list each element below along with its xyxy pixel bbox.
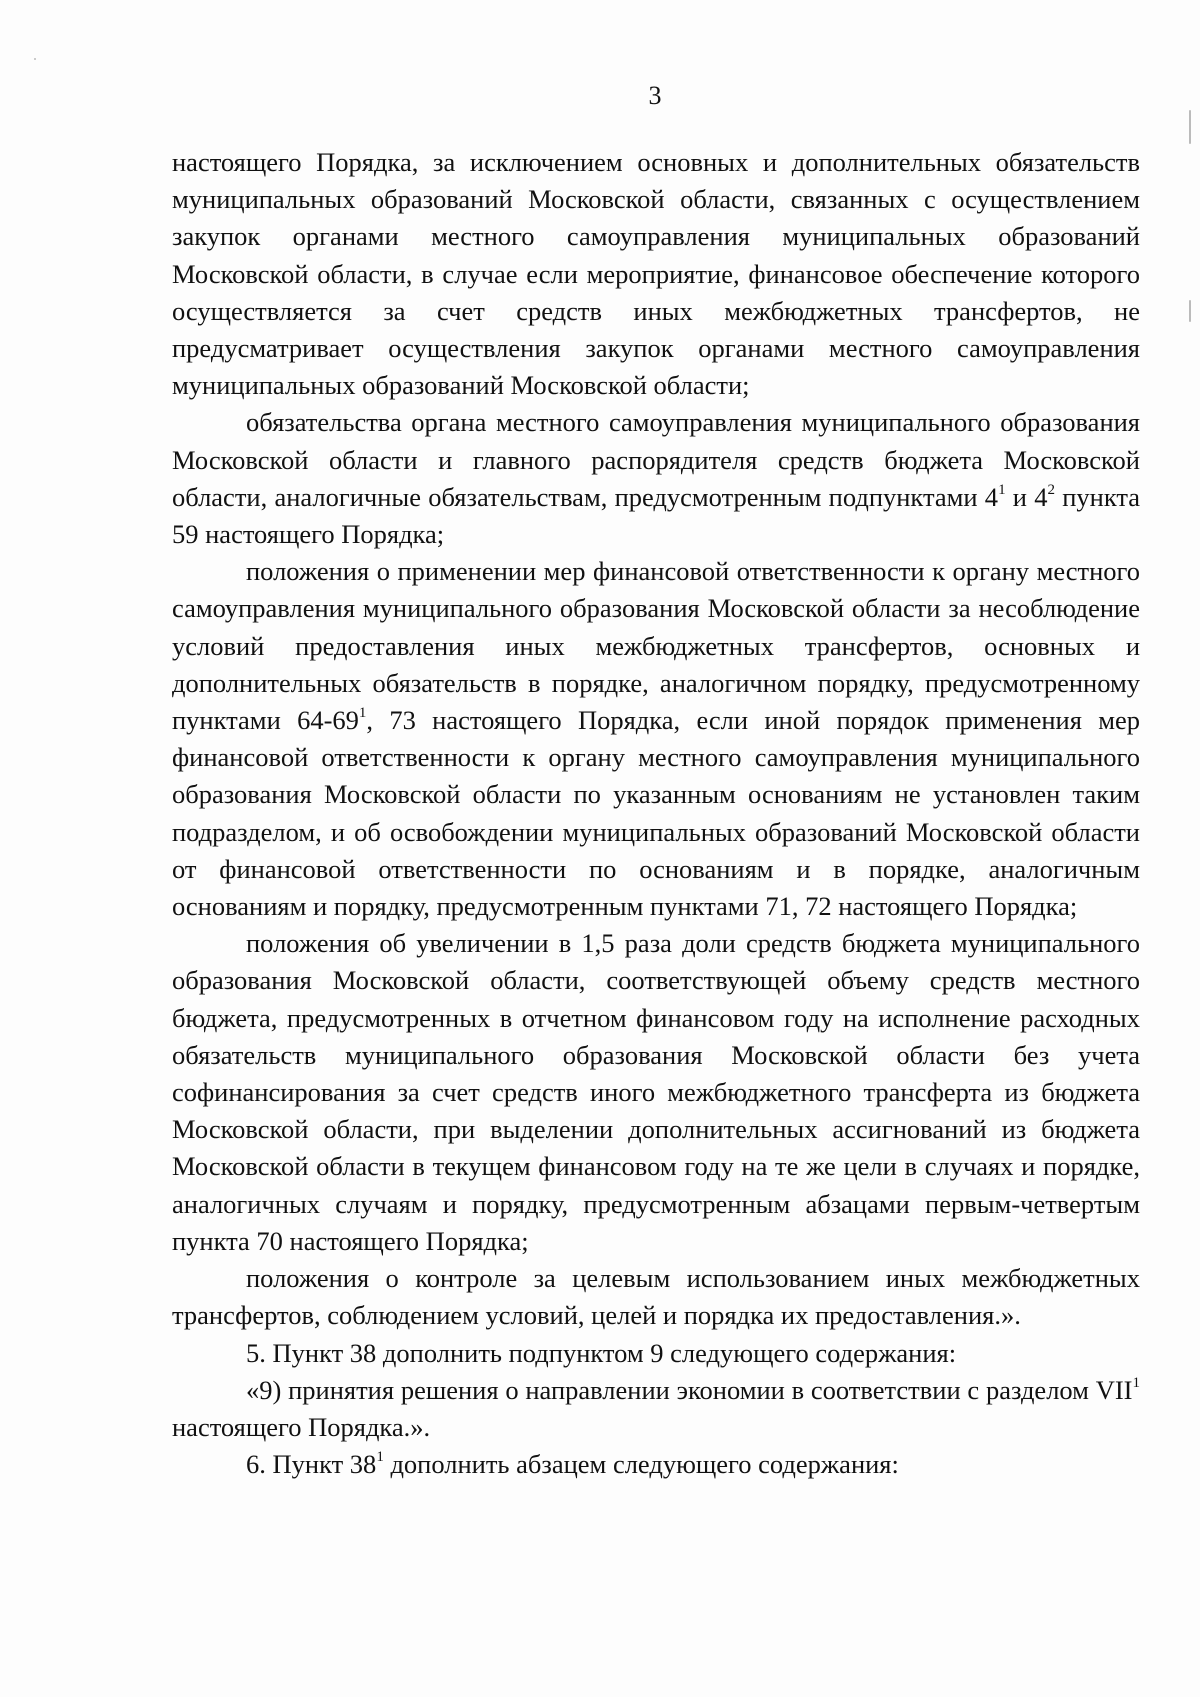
superscript: 1: [1132, 1374, 1140, 1391]
paragraph-text: настоящего Порядка.».: [172, 1411, 431, 1442]
paragraph-item-6: [172, 1446, 1140, 1483]
scan-mark: [1189, 300, 1191, 322]
superscript: 1: [376, 1449, 384, 1466]
paragraph-text: пункта 59 настоящего Порядка;: [172, 481, 1141, 550]
paragraph-text: «9) принятия решения о направлении экономии в соответствии с разделом VII: [246, 1374, 1133, 1405]
paragraph-subitem-9: [172, 1372, 1140, 1446]
scan-mark: [34, 58, 36, 60]
paragraph-control: положения о контроле за целевым использованием иных межбюджетных трансфертов, соблюдением условий, целей и порядка их предоставления.».: [172, 1263, 1140, 1331]
paragraph-text: обязательства органа местного самоуправления муниципального образования Московской области и главного распорядителя средств бюджета Московской области, аналогичные обязательствам, предусмотренным подпунктами 4: [172, 407, 1140, 512]
scan-mark: [1189, 110, 1191, 144]
page-number: 3: [648, 81, 662, 110]
paragraph-financial-responsibility: [172, 553, 1140, 925]
superscript: 2: [1047, 482, 1055, 498]
paragraph-text: , 73 настоящего Порядка, если иной порядок применения мер финансовой ответственности к органу местного самоуправления муниципального образования Московской области по указанным основаниям не установлен таким подразделом, и об освобождении муниципальных образований Московской области от финансовой ответственности по основаниям и в порядке, аналогичным основаниям и порядку, предусмотренным пунктами 71, 72 настоящего Порядка;: [172, 705, 1140, 922]
paragraph-text: 6. Пункт 38: [246, 1449, 377, 1480]
paragraph-continuation: настоящего Порядка, за исключением основных и дополнительных обязательств муниципальных образований Московской области, связанных с осуществлением закупок органами местного самоуправления муниципальных образований Московской области, в случае если мероприятие, финансовое обеспечение которого осуществляется за счет средств иных межбюджетных трансфертов, не предусматривает осуществления закупок органами местного самоуправления муниципальных образований Московской области;: [172, 147, 1140, 401]
paragraph-text: дополнить абзацем следующего содержания:: [383, 1449, 899, 1480]
superscript: 1: [358, 705, 367, 722]
paragraph-text: и 4: [1005, 481, 1048, 512]
document-body: [172, 144, 1140, 1483]
paragraph-obligations: [172, 404, 1140, 553]
paragraph-item-5: 5. Пункт 38 дополнить подпунктом 9 следующего содержания:: [246, 1337, 957, 1368]
superscript: 1: [998, 482, 1006, 498]
paragraph-text: положения о применении мер финансовой ответственности к органу местного самоуправления муниципального образования Московской области за несоблюдение условий предоставления иных межбюджетных трансфертов, основных и дополнительных обязательств в порядке, аналогичном порядку, предусмотренному пунктами 64-69: [172, 556, 1140, 736]
paragraph-budget-share: положения об увеличении в 1,5 раза доли средств бюджета муниципального образования Московской области, соответствующей объему средств местного бюджета, предусмотренных в отчетном финансовом году на исполнение расходных обязательств муниципального образования Московской области без учета софинансирования за счет средств иного межбюджетного трансферта из бюджета Московской области, при выделении дополнительных ассигнований из бюджета Московской области в текущем финансовом году на те же цели в случаях и порядке, аналогичных случаям и порядку, предусмотренным абзацами первым-четвертым пункта 70 настоящего Порядка;: [172, 928, 1140, 1256]
